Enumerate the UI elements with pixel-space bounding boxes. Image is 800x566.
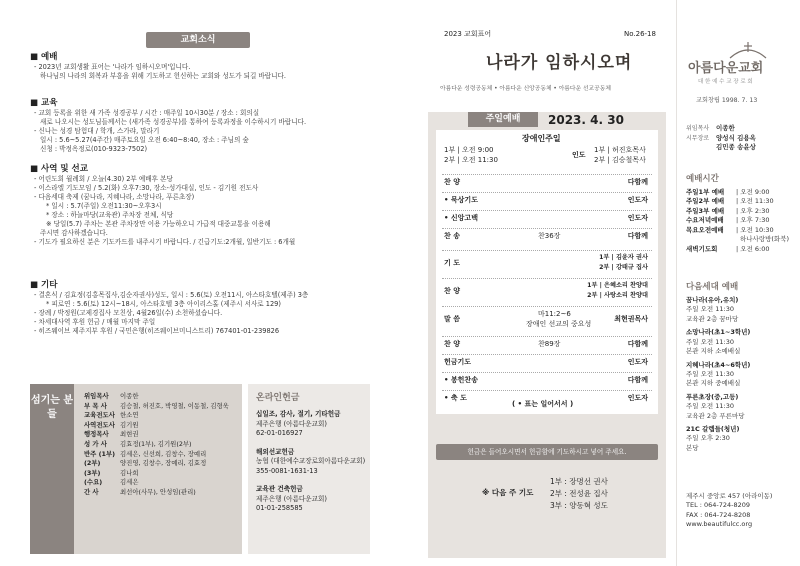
section-line: - 히즈웨이브 제주지부 후원 / 국민은행(히즈웨이브미니스트리) 767401-01-239826 bbox=[34, 327, 280, 336]
next-gen-line: 본관 지하 중예배실 bbox=[686, 379, 741, 388]
next-gen-name-text: 지혜나라(초4~6학년) bbox=[686, 360, 751, 369]
server-role: (수요) bbox=[84, 478, 103, 487]
order-right: 1부 | 김윤자 권사 bbox=[599, 254, 648, 261]
online-title: 온라인헌금 bbox=[256, 393, 300, 403]
order-row bbox=[442, 310, 652, 332]
order-item: 헌금기도 bbox=[444, 358, 472, 366]
next-gen-name bbox=[686, 328, 750, 337]
order-row bbox=[442, 254, 652, 276]
order-item: 찬 양 bbox=[444, 178, 460, 186]
server-name: 김세은, 신선희, 김창수, 장예리 bbox=[120, 449, 207, 458]
next-gen-item bbox=[686, 361, 750, 389]
news-section bbox=[30, 164, 370, 247]
order-item: • 축 도 bbox=[444, 394, 467, 402]
order-item: • 묵상기도 bbox=[444, 196, 478, 204]
divider bbox=[676, 0, 677, 566]
service-row bbox=[686, 207, 789, 216]
server-row bbox=[84, 488, 240, 498]
stand-note: ( • 표는 일어서서 ) bbox=[512, 400, 574, 408]
order-row bbox=[442, 196, 652, 210]
service-name: 목요오전예배 bbox=[686, 225, 724, 234]
server-row bbox=[84, 478, 240, 488]
online-block bbox=[256, 448, 366, 477]
server-role: 위임목사 bbox=[84, 392, 109, 400]
next-prayer-3: 3부 : 양동혁 성도 bbox=[550, 501, 608, 510]
next-gen-name-text: 푸른초장(중,고등) bbox=[686, 392, 739, 401]
service-name: 수요저녁예배 bbox=[686, 216, 724, 225]
section-title: ■ 사역 및 선교 bbox=[30, 164, 88, 174]
order-row bbox=[442, 232, 652, 246]
order-divider bbox=[442, 354, 652, 355]
service-time: | 오전 11:30 bbox=[736, 197, 774, 206]
section-line: * 피로연 : 5.6(토) 12시~18시, 아스타호텔 3층 아이리스홀 (제주시 서사로 129) bbox=[46, 300, 281, 309]
next-gen-line: 본관 지하 소예배실 bbox=[686, 347, 741, 356]
order-right: 2부 | 강태규 집사 bbox=[599, 264, 648, 271]
order-divider bbox=[442, 336, 652, 337]
next-gen-line: 주일 오전 11:30 bbox=[686, 337, 734, 346]
online-block-line: 농협 (대한예수교장로회아름다운교회) bbox=[256, 457, 366, 466]
issue-number: No.26-18 bbox=[624, 30, 656, 38]
server-role: 부 목 사 bbox=[84, 401, 107, 410]
next-gen-line: 교육관 2층 꿈마당 bbox=[686, 314, 739, 323]
next-gen-item bbox=[686, 393, 750, 421]
server-role: (3부) bbox=[84, 468, 101, 477]
news-section bbox=[30, 280, 370, 336]
next-gen-name bbox=[686, 361, 750, 370]
address-line: 제주시 중앙로 457 (아라이동) bbox=[686, 492, 773, 500]
order-mid: 찬36장 bbox=[538, 232, 561, 240]
server-row bbox=[84, 459, 240, 469]
order-divider bbox=[442, 192, 652, 193]
next-gen-name bbox=[686, 393, 750, 402]
time-1: 1부 | 오전 9:00 bbox=[444, 146, 494, 154]
next-gen-line: 주일 오후 2:30 bbox=[686, 434, 730, 443]
pastor-role: 시무장로 bbox=[686, 134, 710, 142]
service-time: | 오전 6:00 bbox=[736, 244, 770, 253]
order-item: • 신앙고백 bbox=[444, 214, 478, 222]
server-name: 최현권 bbox=[120, 430, 139, 439]
section-line: 주시면 감사하겠습니다. bbox=[40, 228, 108, 237]
worship-tab: 주일예배 bbox=[468, 112, 538, 127]
motto: 나라가 임하시오며 bbox=[486, 53, 633, 73]
order-item: 찬 송 bbox=[444, 232, 460, 240]
church-logo-icon bbox=[728, 40, 768, 60]
next-gen-line: 주일 오전 11:30 bbox=[686, 402, 734, 411]
online-block-line: 355-0081-1631-13 bbox=[256, 466, 318, 475]
time-2: 2부 | 오전 11:30 bbox=[444, 156, 498, 164]
order-divider bbox=[442, 278, 652, 279]
order-right: 인도자 bbox=[627, 196, 648, 204]
section-line: - 이스라엘 기도모임 / 5.2(화) 오후7:30, 장소-성가대실, 인도 - 김기원 전도사 bbox=[34, 184, 259, 193]
order-divider bbox=[442, 390, 652, 391]
section-line: - 차세대사역 후원 헌금 / 매월 마지막 주일 bbox=[34, 318, 156, 327]
news-title: 교회소식 bbox=[146, 32, 250, 48]
community-line: 아름다운 성령공동체 • 아름다운 신앙공동체 • 아름다운 선교공동체 bbox=[440, 86, 611, 92]
worship-date: 2023. 4. 30 bbox=[548, 113, 624, 127]
pastor-name: 이종한 bbox=[716, 124, 735, 132]
section-line: - 기도가 필요하신 분은 기도카드를 내주시기 바랍니다. / 긴급기도:2개월, 일반기도 : 6개월 bbox=[34, 237, 296, 246]
next-gen-line: 주일 오전 11:30 bbox=[686, 305, 734, 314]
order-divider bbox=[442, 306, 652, 307]
section-line: - 결혼식 / 김효정(김홍목집사,김순자권사)성도, 일시 : 5.6(토) 오전11시, 아스타호텔(제주) 3층 bbox=[34, 291, 309, 300]
address bbox=[686, 492, 772, 530]
next-gen-list bbox=[686, 296, 750, 457]
server-row bbox=[84, 430, 240, 440]
server-name: 한소연 bbox=[120, 411, 139, 420]
section-line: * 일시 : 5.7(주일) 오전11:30~오후3시 bbox=[46, 202, 162, 211]
online-block-head: 십일조, 감사, 절기, 기타헌금 bbox=[256, 410, 341, 418]
next-gen-item bbox=[686, 296, 750, 324]
server-name: 김승철, 허진호, 박영철, 이동철, 김형욱 bbox=[120, 401, 229, 410]
online-block-head: 해외선교헌금 bbox=[256, 447, 295, 456]
order-divider bbox=[442, 372, 652, 373]
online-block-line: 제주은행 (아름다운교회) bbox=[256, 419, 327, 428]
order-right: 인도자 bbox=[627, 214, 648, 222]
next-gen-line: 본당 bbox=[686, 443, 699, 452]
service-name: 주일1부 예배 bbox=[686, 188, 725, 196]
pastors bbox=[686, 124, 756, 153]
server-name: 이종한 bbox=[120, 392, 139, 400]
service-name: 주일2부 예배 bbox=[686, 197, 725, 206]
order-row bbox=[442, 358, 652, 372]
next-prayer-list bbox=[550, 476, 608, 512]
section-line: 하나님의 나라의 회복과 부흥을 위해 기도하고 헌신하는 교회와 성도가 되길 바랍니다. bbox=[40, 72, 286, 81]
service-time: | 오후 2:30 bbox=[736, 206, 770, 215]
pastor-row bbox=[686, 143, 756, 152]
service-row bbox=[686, 216, 789, 225]
section-line: - 장례 / 박정원(고제경집사 모친상, 4월26일(수) 소천하셨습니다. bbox=[34, 309, 223, 318]
next-gen-name-text: 21C 갈렙들(청년) bbox=[686, 425, 740, 434]
order-row bbox=[442, 214, 652, 228]
next-prayer-2: 2부 : 전성윤 집사 bbox=[550, 489, 608, 498]
next-gen-name-text: 꿈나라(유아,유치) bbox=[686, 296, 739, 304]
news-section bbox=[30, 52, 370, 81]
leader-label: 인도 bbox=[572, 151, 586, 159]
server-name: 김세은 bbox=[120, 478, 139, 487]
section-line: - 다음세대 축제 (꿈나라, 지혜나라, 소망나라, 푸른초장) bbox=[34, 193, 195, 202]
order-item: 찬 양 bbox=[444, 287, 460, 295]
order-right: 다함께 bbox=[627, 376, 648, 384]
server-name: 최선아(사무), 안성임(관리) bbox=[120, 488, 196, 497]
order-row bbox=[442, 340, 652, 354]
server-row bbox=[84, 402, 240, 412]
order-item: • 봉헌찬송 bbox=[444, 376, 478, 384]
next-gen-name-text: 소망나라(초1~3학년) bbox=[686, 328, 751, 337]
offering-note: 헌금은 들어오시면서 헌금함에 기도하시고 넣어 주세요. bbox=[436, 444, 658, 460]
news-section bbox=[30, 98, 370, 154]
online-block-line: 01-01-258585 bbox=[256, 504, 303, 513]
order-divider bbox=[442, 228, 652, 229]
pastor-name: 김민종 송윤상 bbox=[716, 143, 756, 152]
service-row bbox=[686, 245, 789, 254]
server-role: 행정목사 bbox=[84, 430, 109, 439]
server-row bbox=[84, 440, 240, 450]
order-item: 찬 양 bbox=[444, 340, 460, 348]
service-row bbox=[686, 197, 789, 206]
server-row bbox=[84, 450, 240, 460]
service-name: 주일3부 예배 bbox=[686, 206, 725, 215]
order-right: 최현권목사 bbox=[614, 315, 648, 323]
order-right: 다함께 bbox=[627, 178, 648, 186]
server-row bbox=[84, 469, 240, 479]
section-line: 신청 : 박정옥정로(010-9323-7502) bbox=[40, 145, 148, 154]
next-gen-name bbox=[686, 296, 750, 305]
founded: 교회창립 1998. 7. 13 bbox=[696, 97, 758, 104]
section-title: ■ 교육 bbox=[30, 98, 58, 108]
next-prayer-1: 1부 : 장명선 권사 bbox=[550, 477, 608, 486]
sermon-title: 장애인주일 bbox=[522, 134, 561, 143]
pastor-name: 양성식 김용옥 bbox=[716, 133, 756, 142]
service-time: | 오후 7:30 bbox=[736, 216, 770, 225]
address-line: TEL : 064-724-8209 bbox=[686, 501, 751, 510]
service-row bbox=[686, 226, 789, 235]
next-prayer-label: ※ 다음 주 기도 bbox=[482, 488, 534, 497]
online-block bbox=[256, 485, 366, 514]
section-line: * 장소 : 하늘마당(교육관) 주차장 전체, 식당 bbox=[46, 211, 174, 220]
server-role: 간 사 bbox=[84, 488, 99, 497]
service-row bbox=[686, 188, 789, 197]
service-time: 하나사랑방(화북) bbox=[740, 235, 790, 244]
services bbox=[686, 188, 789, 254]
order-divider bbox=[442, 174, 652, 175]
order-right: 1부 | 은혜소리 찬양대 bbox=[587, 282, 648, 289]
server-role: 교육전도사 bbox=[84, 411, 115, 420]
server-role: 사역전도사 bbox=[84, 420, 115, 429]
church-name: 아름다운교회 bbox=[688, 61, 764, 76]
online-block-head: 교육관 건축헌금 bbox=[256, 485, 303, 494]
order-mid: 장애인 선교의 중요성 bbox=[526, 320, 592, 328]
service-title: 예배시간 bbox=[686, 174, 719, 184]
server-name: 양진영, 김창수, 장예리, 김효정 bbox=[120, 459, 207, 468]
server-role: 성 가 사 bbox=[84, 440, 107, 449]
section-line: - 교회 등록을 위한 새 가족 성경공부 / 시간 : 매주일 10시30분 / 장소 : 회의실 bbox=[34, 109, 260, 118]
section-line: ※ 당일(5.7) 주차는 본관 주차장만 이용 가능하오니 가급적 대중교통을 이용해 bbox=[46, 219, 271, 228]
order-right: 2부 | 사랑소리 찬양대 bbox=[587, 292, 648, 299]
next-gen-item bbox=[686, 425, 750, 453]
pastor-role: 위임목사 bbox=[686, 125, 710, 132]
servers-list bbox=[84, 392, 240, 498]
online-block-line: 제주은행 (아름다운교회) bbox=[256, 494, 327, 503]
server-row bbox=[84, 421, 240, 431]
address-line: www.beautifulcc.org bbox=[686, 520, 753, 529]
server-row bbox=[84, 411, 240, 421]
next-gen-title: 다음세대 예배 bbox=[686, 282, 739, 292]
address-line: FAX : 064-724-8208 bbox=[686, 510, 751, 519]
order-row bbox=[442, 178, 652, 192]
leader-1: 1부 | 허진호목사 bbox=[594, 146, 646, 154]
order-right: 다함께 bbox=[627, 340, 648, 348]
order-row bbox=[442, 376, 652, 390]
section-title: ■ 기타 bbox=[30, 280, 58, 290]
service-time: | 오전 9:00 bbox=[736, 188, 770, 196]
online-blocks bbox=[256, 410, 366, 523]
section-line: - 신나는 성경 탐험대 / 학개, 스가랴, 말라기 bbox=[34, 127, 160, 136]
section-line: - 어린도회 월례회 / 오늘(4.30) 2부 예배후 본당 bbox=[34, 175, 173, 184]
pastor-row bbox=[686, 134, 756, 144]
order-right: 인도자 bbox=[627, 394, 648, 402]
service-row bbox=[686, 235, 789, 244]
server-role: (2부) bbox=[84, 459, 101, 468]
order-row bbox=[442, 282, 652, 304]
order-item: 기 도 bbox=[444, 259, 460, 267]
church-sub: 대 한 예 수 교 장 로 회 bbox=[698, 79, 753, 85]
server-name: 김나희 bbox=[120, 468, 139, 477]
next-gen-line: 주일 오전 11:30 bbox=[686, 369, 734, 378]
order-right: 다함께 bbox=[627, 232, 648, 240]
section-line: - 2023년 교회생활 표어는 '나라가 임하시오며'입니다. bbox=[34, 63, 191, 72]
server-name: 김효정(1부), 김기원(2부) bbox=[120, 440, 192, 449]
section-title: ■ 예배 bbox=[30, 52, 58, 62]
order-mid: 마11:2~6 bbox=[538, 310, 571, 318]
servers-label: 섬기는 분들 bbox=[30, 384, 74, 554]
next-gen-item bbox=[686, 328, 750, 356]
order-mid: 찬89장 bbox=[538, 340, 561, 348]
service-time: | 오전 10:30 bbox=[736, 225, 774, 234]
server-name: 김기원 bbox=[120, 420, 139, 429]
leader-2: 2부 | 김승철목사 bbox=[594, 156, 646, 164]
section-line: 새로 나오시는 성도님들께서는 (새가족 성경공부)를 통하여 등록과정을 이수하시기 바랍니다. bbox=[40, 118, 307, 127]
section-line: 일시 : 5.6~5.27(4주간) 매주토요일 오전 6:40~8:40, 장소 : 주님의 숲 bbox=[40, 136, 249, 145]
online-offering-panel bbox=[248, 384, 370, 554]
service-name: 새벽기도회 bbox=[686, 244, 718, 253]
order-right: 인도자 bbox=[627, 358, 648, 366]
server-role: 반주 (1부) bbox=[84, 449, 116, 458]
order-item: 말 씀 bbox=[444, 315, 460, 323]
server-row bbox=[84, 392, 240, 402]
online-block-line: 62-01-016927 bbox=[256, 429, 303, 438]
worship-order bbox=[436, 130, 658, 414]
order-divider bbox=[442, 210, 652, 211]
next-gen-line: 교육관 2층 푸른마당 bbox=[686, 411, 745, 420]
edition-label: 2023 교회표어 bbox=[444, 30, 492, 38]
online-block bbox=[256, 410, 366, 439]
order-divider bbox=[442, 250, 652, 251]
pastor-row bbox=[686, 124, 756, 134]
